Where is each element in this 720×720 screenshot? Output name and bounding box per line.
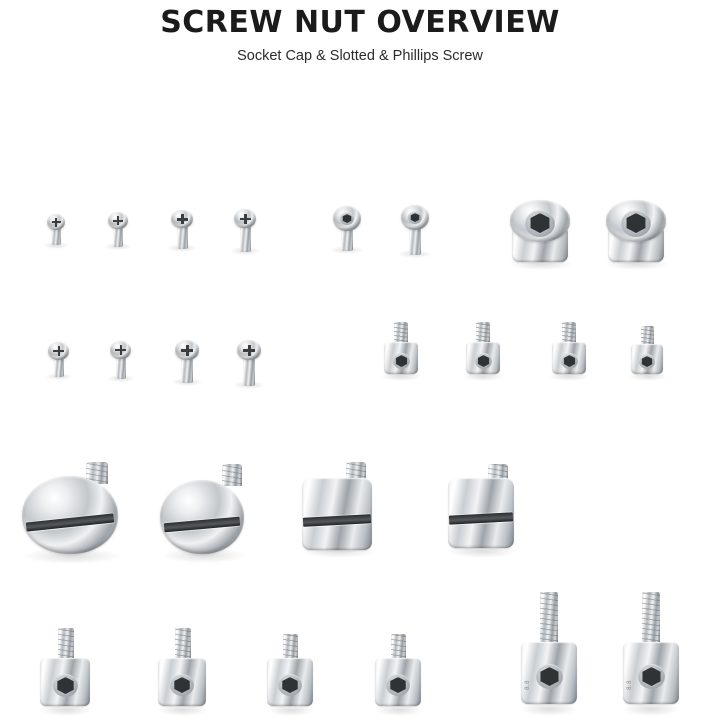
phillips-screw-xs-1: [44, 214, 68, 246]
phillips-screw-s-3: [172, 340, 202, 384]
slotted-head: [448, 478, 514, 548]
hex-socket-cap-screw-m-4: [628, 326, 668, 380]
threaded-shaft: [641, 326, 654, 346]
screw-shaft: [341, 228, 353, 251]
slot-icon: [303, 514, 371, 527]
page-title: SCREW NUT OVERVIEW: [160, 5, 560, 40]
slotted-pan-head-screw-l-1: [300, 462, 376, 560]
cap-head: [375, 658, 421, 706]
screw-head: [175, 340, 199, 360]
slotted-round-head-screw-xl-2: [158, 464, 250, 564]
screw-head: [237, 340, 261, 360]
screw-shaft: [181, 357, 193, 383]
screw-shaft: [409, 227, 421, 255]
phillips-cross-icon: [53, 350, 64, 352]
threaded-shaft: [391, 634, 406, 660]
phillips-screw-xs-3: [168, 210, 196, 250]
part-shadow: [521, 702, 577, 716]
slotted-round-head-screw-xl-1: [20, 462, 124, 564]
phillips-cross-icon: [243, 349, 255, 352]
threaded-shaft: [394, 322, 408, 344]
phillips-screw-s-4: [234, 340, 264, 388]
slotted-head: [160, 480, 244, 554]
phillips-cross-icon: [181, 349, 193, 352]
screw-shaft: [177, 226, 188, 249]
slotted-head: [22, 476, 118, 554]
threaded-shaft: [222, 464, 242, 486]
hex-socket-cap-screw-l-4: [374, 634, 424, 716]
cap-head: [552, 342, 586, 374]
screw-head: [333, 206, 361, 231]
screw-shaft: [243, 357, 255, 386]
phillips-cross-icon: [113, 220, 123, 222]
screw-head: [110, 341, 131, 359]
cap-head: [40, 658, 90, 706]
phillips-screw-xs-4: [231, 209, 259, 253]
threaded-shaft: [642, 592, 660, 644]
phillips-cross-icon: [240, 218, 251, 221]
hex-socket-cap-screw-xl-2: [620, 592, 682, 716]
phillips-screw-xs-2: [105, 212, 131, 248]
cap-top: [510, 200, 570, 242]
hex-socket-cap-screw-l-3: [266, 634, 316, 716]
screw-head: [108, 212, 128, 229]
page-subtitle: Socket Cap & Slotted & Phillips Screw: [237, 48, 483, 64]
hex-socket-cap-screw-m-2: [462, 322, 504, 380]
screw-shaft: [240, 226, 251, 252]
phillips-cross-icon: [177, 218, 188, 221]
slotted-pan-head-screw-l-2: [446, 464, 518, 560]
screw-shaft: [54, 357, 64, 377]
hex-socket-cap-nut-lg-2: [604, 200, 670, 268]
cap-head: [631, 344, 663, 374]
hex-socket-screw-xs-1: [330, 206, 364, 252]
hex-socket-cap-nut-lg-1: [508, 200, 574, 268]
threaded-shaft: [283, 634, 298, 660]
hex-socket-screw-xs-2: [398, 205, 432, 257]
grade-marking: 8.8: [626, 680, 633, 690]
cap-head: [466, 342, 500, 374]
cap-head: [267, 658, 313, 706]
slot-icon: [449, 512, 513, 524]
screw-head: [171, 210, 193, 228]
screw-shaft: [113, 227, 123, 247]
threaded-shaft: [58, 628, 74, 660]
screw-shaft: [51, 228, 61, 245]
part-shadow: [623, 702, 679, 716]
grade-marking: 8.8: [524, 680, 531, 690]
screw-head: [401, 205, 429, 230]
threaded-shaft: [476, 322, 490, 344]
cap-head: [521, 642, 577, 704]
phillips-screw-s-1: [46, 342, 72, 378]
cap-head: [158, 658, 206, 706]
threaded-shaft: [540, 592, 558, 644]
cap-top: [606, 200, 666, 242]
slot-icon: [26, 513, 114, 531]
phillips-screw-s-2: [108, 341, 134, 381]
phillips-cross-icon: [52, 221, 61, 223]
threaded-shaft: [562, 322, 576, 344]
screw-head: [47, 214, 65, 230]
cap-head: [384, 342, 418, 374]
screw-shaft: [116, 356, 126, 379]
hex-socket-cap-screw-m-1: [380, 322, 422, 380]
phillips-cross-icon: [115, 349, 126, 351]
slotted-head: [302, 478, 372, 550]
screw-head: [48, 342, 69, 360]
hex-socket-cap-screw-m-3: [548, 322, 590, 380]
hex-socket-cap-screw-l-1: [38, 628, 94, 716]
screw-head: [234, 209, 256, 228]
hex-socket-cap-screw-xl-1: [518, 592, 580, 716]
threaded-shaft: [175, 628, 191, 660]
cap-head: [623, 642, 679, 704]
slot-icon: [164, 517, 240, 533]
